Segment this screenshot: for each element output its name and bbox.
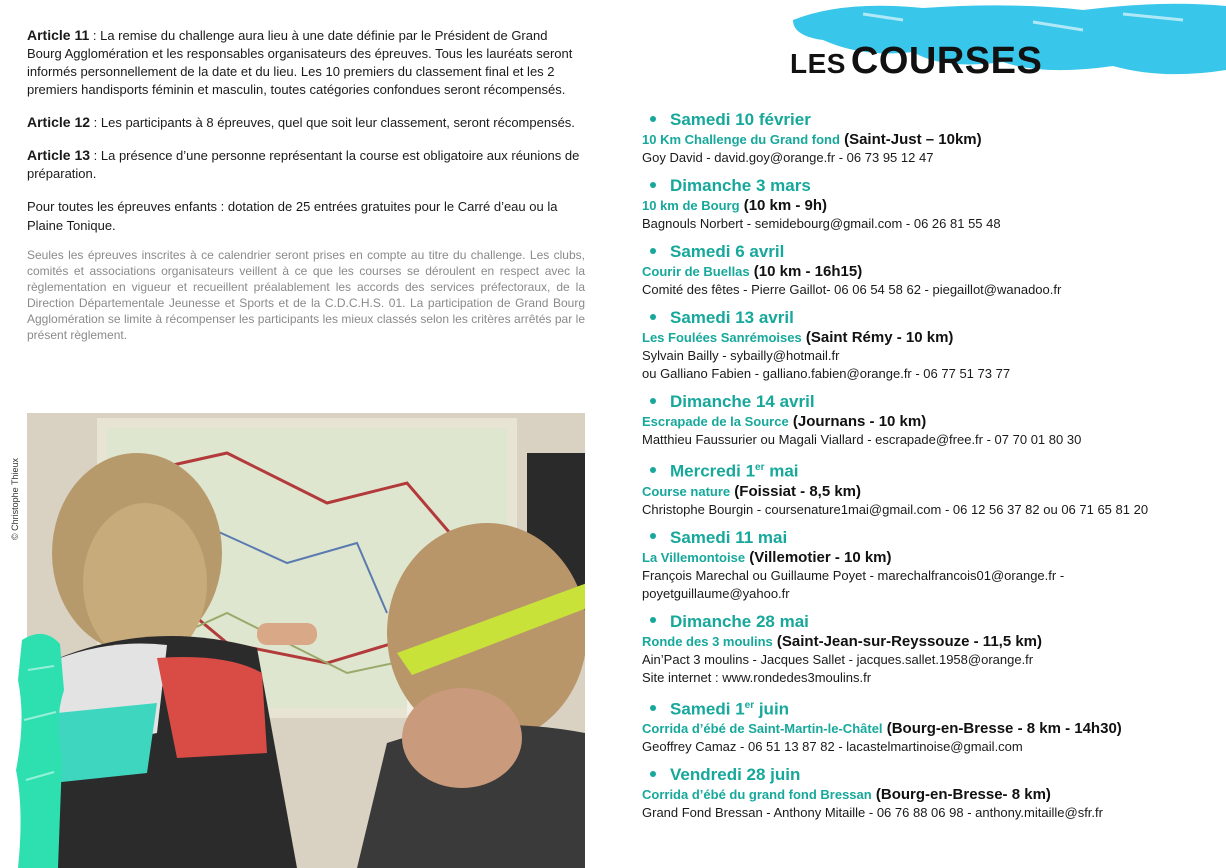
race-name bbox=[642, 632, 1212, 651]
bullet-icon bbox=[650, 182, 656, 188]
race-date bbox=[650, 242, 1212, 262]
race-item bbox=[642, 528, 1212, 603]
race-detail: (Bourg-en-Bresse - 8 km - 14h30) bbox=[882, 720, 1122, 738]
race-date-text: Samedi 1 bbox=[670, 699, 745, 719]
race-item bbox=[642, 176, 1212, 233]
race-date-text: Samedi 10 février bbox=[670, 110, 811, 129]
race-event: Corrida d’ébé du grand fond Bressan bbox=[642, 787, 872, 803]
race-date-text: Samedi 13 avril bbox=[670, 308, 794, 327]
race-event: Course nature bbox=[642, 483, 731, 499]
article-label: Article 13 bbox=[27, 147, 91, 163]
title-big: COURSES bbox=[850, 40, 1043, 82]
race-date bbox=[650, 528, 1212, 548]
article-label: Article 11 bbox=[27, 27, 90, 43]
race-date-text: Samedi 6 avril bbox=[670, 242, 785, 261]
bullet-icon bbox=[650, 398, 656, 404]
race-name bbox=[642, 719, 1212, 738]
race-contact: Grand Fond Bressan - Anthony Mitaille - 06 76 88 06 98 - anthony.mitaille@sfr.fr bbox=[642, 805, 1103, 821]
race-date bbox=[650, 392, 1212, 412]
race-event: Les Foulées Sanrémoises bbox=[642, 330, 802, 345]
bullet-icon bbox=[650, 314, 656, 320]
race-name bbox=[642, 328, 1212, 347]
race-date-sup: er bbox=[755, 462, 765, 473]
article-11 bbox=[27, 26, 585, 99]
race-contact: ou Galliano Fabien - galliano.fabien@orange.fr - 06 77 51 73 77 bbox=[642, 366, 1011, 381]
kids-paragraph: Pour toutes les épreuves enfants : dotation de 25 entrées gratuites pour le Carré d’eau ou la Plaine Tonique. bbox=[27, 199, 558, 233]
race-event: Corrida d’ébé de Saint-Martin-le-Châtel bbox=[642, 721, 883, 737]
race-name bbox=[642, 785, 1212, 804]
race-date-text: Mercredi 1 bbox=[670, 461, 756, 481]
race-contact: poyetguillaume@yahoo.fr bbox=[642, 585, 790, 601]
race-date-tail: juin bbox=[754, 699, 790, 719]
rules-column bbox=[27, 26, 585, 343]
race-contact: François Marechal ou Guillaume Poyet - marechalfrancois01@orange.fr - bbox=[642, 567, 1065, 583]
article-text: : La remise du challenge aura lieu à une date définie par le Président de Grand Bourg Agglomération et les responsables organisateurs des épreuves. Tous les lauréats seront informés personnellement de la date et du lieu. Les 10 premiers du classement final et les 2 premiers handisports féminin et masculin, toutes catégories confondues seront récompensés. bbox=[27, 28, 573, 97]
race-contact: Geoffrey Camaz - 06 51 13 87 82 - lacastelmartinoise@gmail.com bbox=[642, 739, 1023, 755]
article-12 bbox=[27, 113, 585, 132]
bullet-icon bbox=[650, 705, 656, 711]
race-date bbox=[650, 612, 1212, 632]
race-event: Escrapade de la Source bbox=[642, 414, 789, 429]
race-item bbox=[642, 612, 1212, 687]
race-event: 10 Km Challenge du Grand fond bbox=[642, 132, 840, 147]
bullet-icon bbox=[650, 116, 656, 122]
bullet-icon bbox=[650, 533, 656, 539]
race-contact: Ain’Pact 3 moulins - Jacques Sallet - jacques.sallet.1958@orange.fr bbox=[642, 651, 1034, 667]
race-item bbox=[642, 110, 1212, 167]
race-item bbox=[642, 458, 1212, 519]
race-detail: (Saint-Just – 10km) bbox=[839, 131, 982, 148]
race-item bbox=[642, 765, 1212, 822]
race-detail: (Saint Rémy - 10 km) bbox=[801, 329, 954, 346]
race-event: Courir de Buellas bbox=[642, 264, 750, 279]
photo-illustration bbox=[27, 413, 585, 868]
race-name bbox=[642, 262, 1212, 281]
race-event: La Villemontoise bbox=[642, 549, 746, 565]
race-date bbox=[650, 696, 1212, 720]
race-contact: Goy David - david.goy@orange.fr - 06 73 95 12 47 bbox=[642, 150, 934, 165]
bullet-icon bbox=[650, 771, 656, 777]
race-detail: (10 km - 9h) bbox=[739, 197, 828, 214]
race-detail: (10 km - 16h15) bbox=[749, 263, 863, 280]
races-list bbox=[642, 110, 1212, 831]
title-small: LES bbox=[790, 48, 846, 79]
race-date bbox=[650, 176, 1212, 196]
bullet-icon bbox=[650, 467, 656, 473]
article-13 bbox=[27, 146, 585, 183]
race-detail: (Foissiat - 8,5 km) bbox=[730, 482, 862, 500]
race-event: 10 km de Bourg bbox=[642, 198, 740, 213]
race-contact: Site internet : www.rondedes3moulins.fr bbox=[642, 669, 872, 685]
bullet-icon bbox=[650, 617, 656, 623]
race-date-sup: er bbox=[744, 699, 755, 711]
race-date-text: Dimanche 3 mars bbox=[670, 176, 811, 195]
race-date-text: Vendredi 28 juin bbox=[670, 765, 801, 785]
disclaimer-paragraph: Seules les épreuves inscrites à ce calendrier seront prises en compte au titre du challenge. Les clubs, comités et associations organisateurs veillent à ce que les courses se déroulent en respect avec la règlementation en vigueur et recueillent préalablement les accords des services préfectoraux, de la Direction Départementale Jeunesse et Sports et de la C.D.C.H.S. 01. La participation de Grand Bourg Agglomération se limite à récompenser les participants les mieux classés selon les critères arrêtés par le présent règlement. bbox=[27, 248, 585, 342]
race-date bbox=[650, 110, 1212, 130]
green-brush-decoration bbox=[14, 630, 66, 868]
race-name bbox=[642, 548, 1212, 567]
race-item bbox=[642, 392, 1212, 449]
photo-credit: © Christophe Thieux bbox=[10, 457, 20, 540]
race-contact: Christophe Bourgin - coursenature1mai@gmail.com - 06 12 56 37 82 ou 06 71 65 81 20 bbox=[642, 501, 1149, 517]
race-detail: (Bourg-en-Bresse- 8 km) bbox=[871, 786, 1051, 804]
race-name bbox=[642, 412, 1212, 431]
race-detail: (Villemotier - 10 km) bbox=[745, 548, 892, 566]
race-contact: Comité des fêtes - Pierre Gaillot- 06 06 54 58 62 - piegaillot@wanadoo.fr bbox=[642, 282, 1062, 297]
race-item bbox=[642, 242, 1212, 299]
race-contact: Bagnouls Norbert - semidebourg@gmail.com - 06 26 81 55 48 bbox=[642, 216, 1001, 231]
article-text: : Les participants à 8 épreuves, quel que soit leur classement, seront récompensés. bbox=[90, 115, 575, 130]
race-date bbox=[650, 765, 1212, 785]
race-date-tail: mai bbox=[764, 461, 799, 481]
race-date bbox=[650, 308, 1212, 328]
page-title bbox=[790, 40, 1042, 83]
race-event: Ronde des 3 moulins bbox=[642, 633, 773, 649]
race-contact: Sylvain Bailly - sybailly@hotmail.fr bbox=[642, 348, 840, 363]
race-detail: (Saint-Jean-sur-Reyssouze - 11,5 km) bbox=[772, 632, 1043, 650]
race-date-text: Samedi 11 mai bbox=[670, 527, 788, 547]
article-label: Article 12 bbox=[27, 114, 91, 130]
race-date bbox=[650, 458, 1212, 482]
race-detail: (Journans - 10 km) bbox=[788, 413, 927, 430]
race-name bbox=[642, 130, 1212, 149]
race-date-text: Dimanche 14 avril bbox=[670, 392, 815, 411]
race-item bbox=[642, 696, 1212, 757]
race-name bbox=[642, 482, 1212, 501]
bullet-icon bbox=[650, 248, 656, 254]
runners-map-photo bbox=[27, 413, 585, 868]
article-text: : La présence d’une personne représentant la course est obligatoire aux réunions de préparation. bbox=[27, 148, 580, 181]
race-item bbox=[642, 308, 1212, 383]
race-date-text: Dimanche 28 mai bbox=[670, 611, 809, 631]
race-name bbox=[642, 196, 1212, 215]
race-contact: Matthieu Faussurier ou Magali Viallard - escrapade@free.fr - 07 70 01 80 30 bbox=[642, 432, 1082, 447]
